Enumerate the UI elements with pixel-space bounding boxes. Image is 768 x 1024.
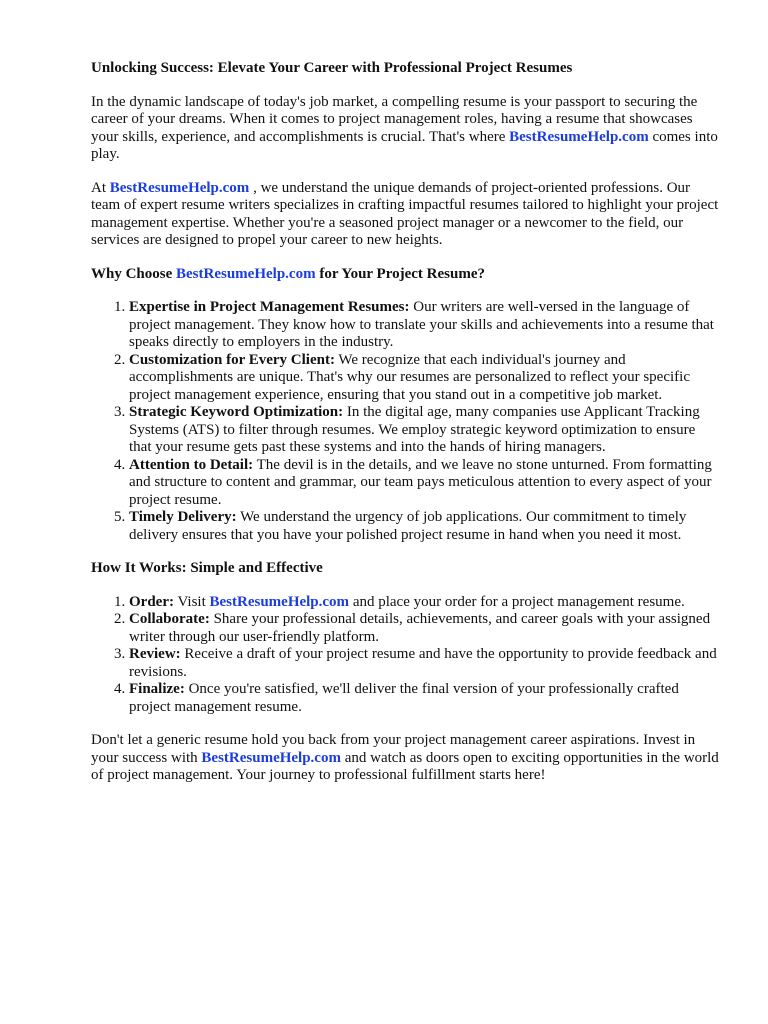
- list-item-text: Receive a draft of your project resume and have the opportunity to provide feedback and revisions.: [129, 646, 717, 680]
- list-item-text: We understand the urgency of job applications. Our commitment to timely delivery ensures that you have your polished project resume in hand when you need it most.: [129, 509, 687, 543]
- list-item-lead: Review:: [129, 646, 181, 662]
- list-item-text: In the digital age, many companies use Applicant Tracking Systems (ATS) to filter through resumes. We employ strategic keyword optimization to ensure that your resume gets past these systems and into the hands of hiring managers.: [129, 404, 700, 455]
- list-item-text: The devil is in the details, and we leave no stone unturned. From formatting and structure to content and grammar, our team pays meticulous attention to every aspect of your project resume.: [129, 456, 712, 508]
- list-item: [129, 404, 719, 457]
- list-item-lead: Attention to Detail:: [129, 456, 254, 473]
- list-item: [129, 611, 719, 646]
- list-item: [129, 594, 719, 612]
- how-it-works-list: [91, 594, 719, 717]
- list-item-lead: Expertise in Project Management Resumes:: [129, 299, 410, 315]
- list-item-lead: Collaborate:: [129, 611, 210, 627]
- brand-link[interactable]: BestResumeHelp.com: [201, 749, 341, 766]
- brand-link[interactable]: BestResumeHelp.com: [209, 593, 350, 610]
- list-item: [129, 352, 719, 405]
- list-item: [129, 299, 719, 352]
- closing-paragraph: [91, 732, 719, 785]
- list-item: [129, 681, 719, 716]
- intro-text-after: comes into play.: [91, 128, 718, 162]
- list-item-lead: Strategic Keyword Optimization:: [129, 404, 344, 420]
- list-item-lead: Customization for Every Client:: [129, 351, 335, 368]
- list-item-text: Our writers are well-versed in the language of project management. They know how to translate your skills and achievements into a resume that speaks directly to employers in the industry.: [129, 299, 714, 350]
- list-item: [129, 509, 719, 544]
- closing-text-after: and watch as doors open to exciting opportunities in the world of project management. Your journey to professional fulfillment starts here!: [91, 749, 719, 783]
- list-item-lead: Finalize:: [129, 681, 185, 697]
- how-it-works-heading: How It Works: Simple and Effective: [91, 560, 323, 576]
- about-paragraph: [91, 180, 719, 250]
- list-item-text: We recognize that each individual's journey and accomplishments are unique. That's why our resumes are personalized to reflect your specific project management experience, ensuring that you stand out in a competitive job market.: [129, 351, 690, 403]
- about-text-after: , we understand the unique demands of project-oriented professions. Our team of expert resume writers specializes in crafting impactful resumes tailored to highlight your project management expertise. Whether you're a seasoned project manager or a newcomer to the field, our services are designed to propel your career to new heights.: [91, 179, 719, 248]
- list-item-lead: Timely Delivery:: [129, 509, 237, 525]
- list-item-lead: Order:: [129, 593, 174, 610]
- why-heading-after: for Your Project Resume?: [315, 265, 485, 282]
- intro-text-before: In the dynamic landscape of today's job market, a compelling resume is your passport to securing the career of your dreams. When it comes to project management roles, having a resume that showcases your skills, experience, and accomplishments is crucial. That's where: [91, 93, 698, 145]
- brand-link[interactable]: BestResumeHelp.com: [509, 128, 649, 145]
- about-text-before: At: [91, 179, 110, 196]
- why-choose-heading: [91, 266, 719, 284]
- brand-link[interactable]: BestResumeHelp.com: [176, 265, 316, 282]
- intro-paragraph: [91, 94, 719, 164]
- list-item: [129, 457, 719, 510]
- brand-link[interactable]: BestResumeHelp.com: [109, 179, 250, 196]
- closing-text-before: Don't let a generic resume hold you back from your project management career aspirations. Invest in your success with: [91, 732, 696, 766]
- document-page: [91, 60, 719, 801]
- list-item: [129, 646, 719, 681]
- list-item-text: Once you're satisfied, we'll deliver the final version of your professionally crafted project management resume.: [129, 681, 679, 715]
- list-item-text: Share your professional details, achievements, and career goals with your assigned writer through our user-friendly platform.: [129, 611, 711, 645]
- list-item-text: Visit: [173, 593, 210, 610]
- document-title: Unlocking Success: Elevate Your Career with Professional Project Resumes: [91, 60, 573, 76]
- why-heading-before: Why Choose: [91, 265, 177, 282]
- why-choose-list: [91, 299, 719, 544]
- list-item-text: and place your order for a project management resume.: [349, 593, 685, 610]
